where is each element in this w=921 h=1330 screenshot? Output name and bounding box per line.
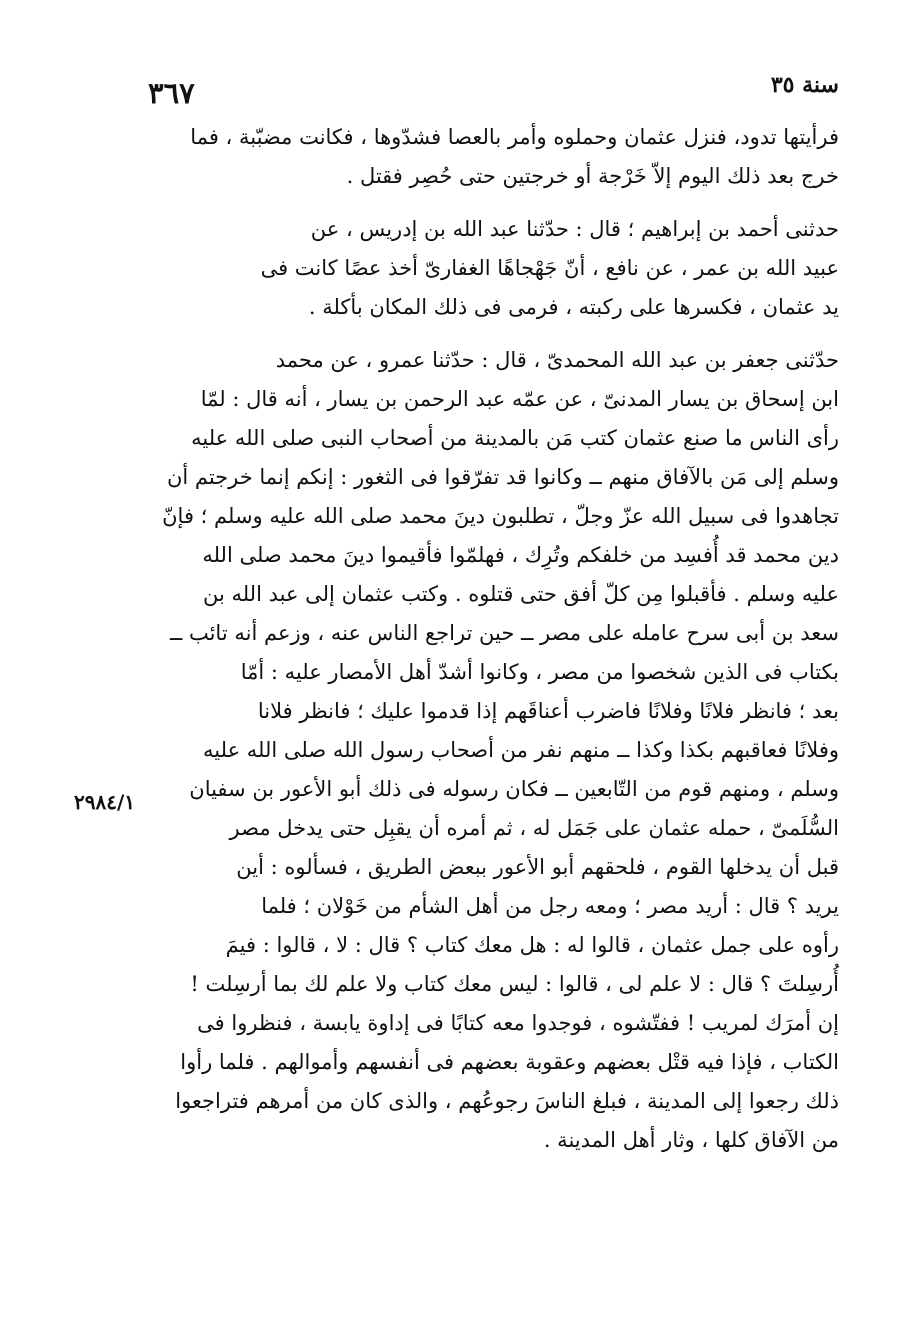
page-number: ٣٦٧ xyxy=(148,76,195,110)
paragraph-1: فرأيتها تدود، فنزل عثمان وحملوه وأمر بالعصا فشدّوها ، فكانت مضبّبة ، فما خرج بعد ذلك اليوم إلاّ خَرْجة أو خرجتين حتى حُصِر فقتل . xyxy=(190,125,839,188)
paragraph-2: حدثنى أحمد بن إبراهيم ؛ قال : حدّثنا عبد الله بن إدريس ، عن عبيد الله بن عمر ، عن نافع ، أنّ جَهْجاهًا الغفارىّ أخذ عصًا كانت فى يد عثمان ، فكسرها على ركبته ، فرمى فى ذلك المكان بأكلة . xyxy=(260,217,839,319)
running-head: سنة ٣٥ xyxy=(770,72,839,98)
margin-reference-number: ٢٩٨٤/١ xyxy=(74,790,136,814)
main-text xyxy=(120,110,839,1160)
paragraph-3: حدّثنى جعفر بن عبد الله المحمدىّ ، قال : حدّثنا عمرو ، عن محمد ابن إسحاق بن يسار المدنىّ ، عن عمّه عبد الرحمن بن يسار ، أنه قال : لمّا رأى الناس ما صنع عثمان كتب مَن بالمدينة من أصحاب النبى صلى الله عليه وسلم إلى مَن بالآفاق منهم ــ وكانوا قد تفرّقوا فى الثغور : إنكم إنما خرجتم أن تجاهدوا فى سبيل الله عزّ وجلّ ، تطلبون دينَ محمد صلى الله عليه وسلم ؛ فإنّ دين محمد قد أُفسِد من خلفكم وتُرِك ، فهلمّوا فأقيموا دينَ محمد صلى الله عليه وسلم . فأقبلوا مِن كلّ أفق حتى قتلوه . وكتب عثمان إلى عبد الله بن سعد بن أبى سرح عامله على مصر ــ حين تراجع الناس عنه ، وزعم أنه تائب ــ بكتاب فى الذين شخصوا من مصر ، وكانوا أشدّ أهل الأمصار عليه : أمّا بعد ؛ فانظر فلانًا وفلانًا فاضرب أعناقَهم إذا قدموا عليك ؛ فانظر فلانا وفلانًا فعاقبهم بكذا وكذا ــ منهم نفر من أصحاب رسول الله صلى الله عليه وسلم ، ومنهم قوم من التّابعين ــ فكان رسوله فى ذلك أبو الأعور بن سفيان السُّلَمىّ ، حمله عثمان على جَمَل له ، ثم أمره أن يقبِل حتى يدخل مصر قبل أن يدخلها القوم ، فلحقهم أبو الأعور ببعض الطريق ، فسألوه : أين يريد ؟ قال : أريد مصر ؛ ومعه رجل من أهل الشأم من خَوْلان ؛ فلما رأوه على جمل عثمان ، قالوا له : هل معك كتاب ؟ قال : لا ، قالوا : فيمَ أُرسِلتَ ؟ قال : لا علم لى ، قالوا : ليس معك كتاب ولا علم لك بما أرسِلت ! إن أمرَك لمريب ! ففتّشوه ، فوجدوا معه كتابًا فى إداوة يابسة ، فنظروا فى الكتاب ، فإذا فيه قتْل بعضهم وعقوبة بعضهم فى أنفسهم وأموالهم . فلما رأوا ذلك رجعوا إلى المدينة ، فبلغ الناسَ رجوعُهم ، والذى كان من أمرهم فتراجعوا من الآفاق كلها ، وثار أهل المدينة . xyxy=(162,348,839,1152)
